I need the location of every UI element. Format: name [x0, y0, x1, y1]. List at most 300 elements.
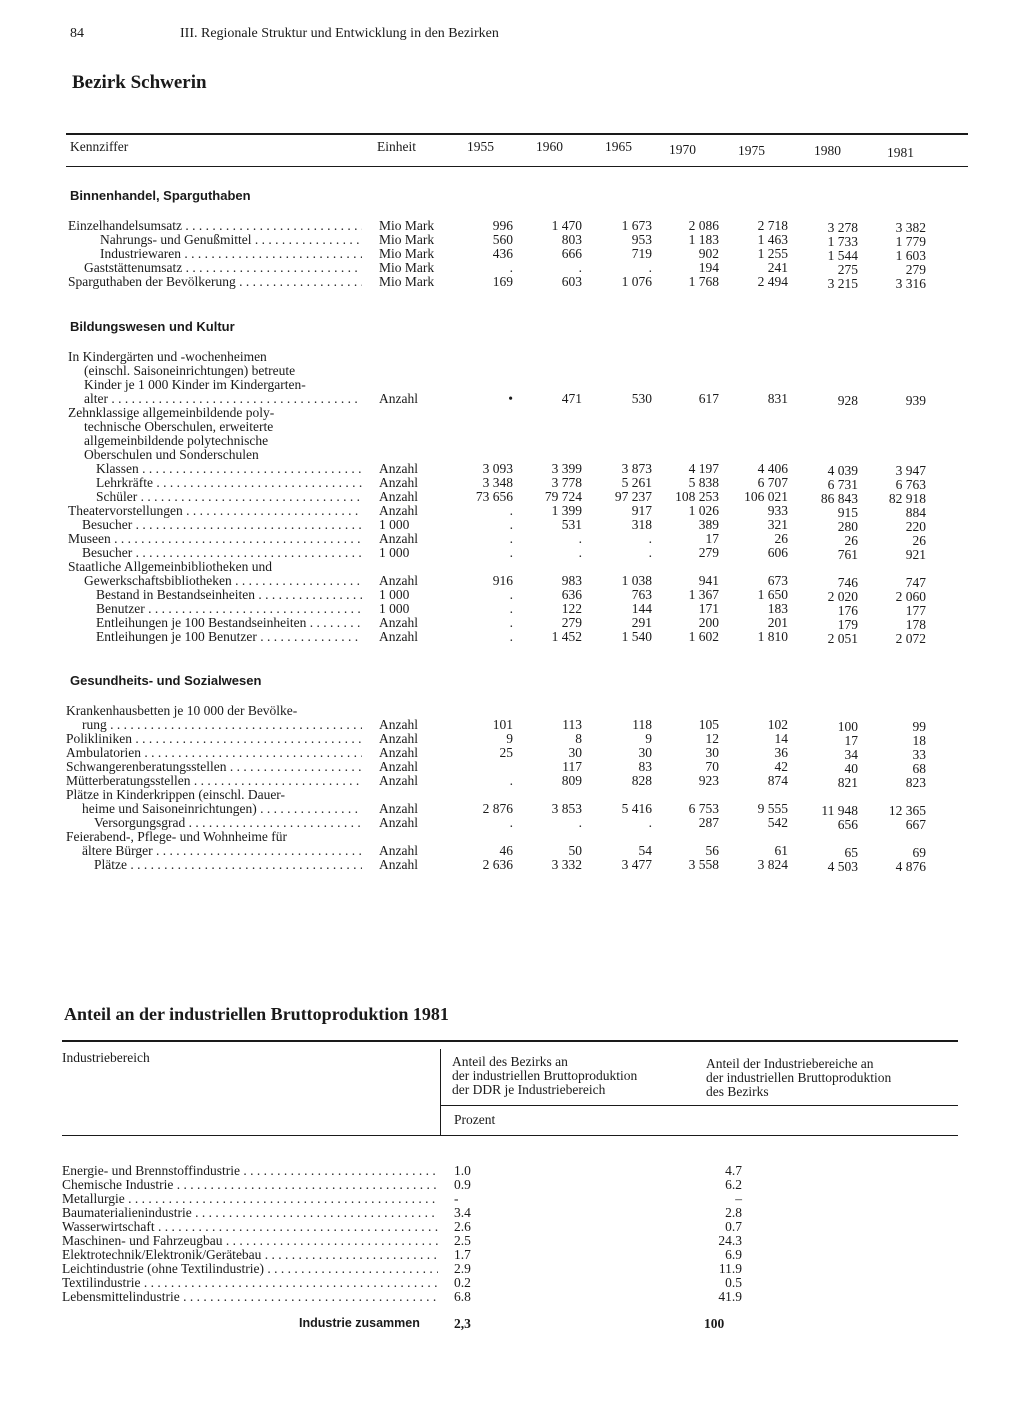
row-unit: Anzahl	[379, 461, 418, 476]
table-cell: 809	[561, 773, 582, 788]
table-cell: 2 051	[827, 631, 858, 646]
header-col1-line: der industriellen Bruttoproduktion	[452, 1068, 638, 1083]
table-cell: 65	[844, 845, 858, 860]
row-label: Museen . . .	[68, 531, 362, 547]
row-label: Energie- und Brennstoffindustrie . . .	[62, 1163, 438, 1179]
table-cell: .	[578, 545, 582, 560]
page-title: Bezirk Schwerin	[72, 72, 207, 93]
table-cell: 17	[844, 733, 858, 748]
table-cell: 241	[767, 260, 788, 275]
table-cell: 917	[631, 503, 652, 518]
table-cell: 530	[631, 391, 652, 406]
table-cell: 12	[705, 731, 719, 746]
row-unit: Anzahl	[379, 489, 418, 504]
share-of-district: 24.3	[718, 1233, 742, 1248]
header-col1-line: Anteil des Bezirks an	[452, 1054, 568, 1069]
row-unit: 1 000	[379, 517, 410, 532]
share-of-district: 0.7	[725, 1219, 742, 1234]
table-cell: 531	[561, 517, 582, 532]
row-unit: 1 000	[379, 587, 410, 602]
table-cell: 30	[638, 745, 652, 760]
table-cell: 2 020	[827, 589, 858, 604]
table-cell: 1 673	[621, 218, 652, 233]
table-cell: 1 026	[688, 503, 719, 518]
row-unit: Anzahl	[379, 629, 418, 644]
table-cell: 763	[631, 587, 652, 602]
header-year: 1955	[467, 139, 494, 154]
table-cell: 617	[698, 391, 719, 406]
table-cell: 902	[698, 246, 719, 261]
table-cell: 68	[912, 761, 926, 776]
table-cell: 30	[705, 745, 719, 760]
table-cell: 831	[767, 391, 788, 406]
table-cell: 983	[561, 573, 582, 588]
row-label: Metallurgie . . .	[62, 1191, 438, 1207]
table-cell: .	[648, 260, 652, 275]
table-cell: 12 365	[888, 803, 926, 818]
row-label: Bestand in Bestandseinheiten . . .	[96, 587, 362, 603]
section-title: Binnenhandel, Sparguthaben	[70, 188, 251, 203]
table2-top-rule	[62, 1040, 958, 1042]
table-cell: 1 367	[688, 587, 719, 602]
share-of-district: –	[735, 1191, 742, 1206]
row-label: Versorgungsgrad . . .	[94, 815, 362, 831]
table-cell: 122	[561, 601, 582, 616]
table-cell: 118	[632, 717, 652, 732]
table-cell: 171	[698, 601, 719, 616]
row-label-line: rung . . .	[82, 717, 362, 733]
table-cell: 17	[705, 531, 719, 546]
row-label-line: Gewerkschaftsbibliotheken . . .	[84, 573, 362, 589]
table-cell: 884	[905, 505, 926, 520]
table-cell: 11 948	[821, 803, 858, 818]
row-label-line: Kinder je 1 000 Kinder im Kindergarten-	[84, 377, 306, 392]
table-cell: 746	[837, 575, 858, 590]
table-cell: 3 399	[551, 461, 582, 476]
row-label: Entleihungen je 100 Benutzer . . .	[96, 629, 362, 645]
row-unit: Anzahl	[379, 731, 418, 746]
row-label-line: heime und Saisoneinrichtungen) . . .	[82, 801, 362, 817]
row-label-line: Staatliche Allgemeinbibliotheken und	[68, 559, 272, 574]
table-cell: 86 843	[820, 491, 858, 506]
table-cell: 82 918	[888, 491, 926, 506]
table-cell: 3 215	[827, 276, 858, 291]
table-cell: 3 824	[757, 857, 788, 872]
page-header	[70, 26, 499, 42]
table-cell: .	[509, 615, 513, 630]
share-of-district: 0.5	[725, 1275, 742, 1290]
table-cell: 1 399	[551, 503, 582, 518]
table2-column-rule	[440, 1049, 441, 1135]
table-cell: 5 838	[688, 475, 719, 490]
table-cell: 33	[912, 747, 926, 762]
table-cell: .	[509, 260, 513, 275]
table-cell: 102	[767, 717, 788, 732]
table1-header	[66, 139, 966, 159]
table-cell: 656	[837, 817, 858, 832]
table-cell: 179	[837, 617, 858, 632]
row-label-line: In Kindergärten und -wochenheimen	[68, 349, 267, 364]
header-kennziffer: Kennziffer	[70, 139, 129, 154]
table-cell: 933	[767, 503, 788, 518]
header-year: 1965	[605, 139, 632, 154]
table-cell: 220	[905, 519, 926, 534]
row-label: Schwangerenberatungsstellen . . .	[66, 759, 362, 775]
row-label: Polikliniken . . .	[66, 731, 362, 747]
table-cell: 36	[774, 745, 788, 760]
table-cell: 4 197	[688, 461, 719, 476]
table-cell: 73 656	[475, 489, 513, 504]
row-label-line: Zehnklassige allgemeinbildende poly-	[68, 405, 275, 420]
table-cell: 3 477	[621, 857, 652, 872]
share-of-district: 41.9	[718, 1289, 742, 1304]
table-cell: 275	[837, 262, 858, 277]
row-label-line: ältere Bürger . . .	[82, 843, 362, 859]
table-cell: 2 060	[895, 589, 926, 604]
table-cell: 144	[631, 601, 652, 616]
row-label: Besucher . . .	[82, 517, 362, 533]
table-cell: 3 778	[551, 475, 582, 490]
table-cell: 667	[905, 817, 926, 832]
header-col2-line: der industriellen Bruttoproduktion	[706, 1070, 892, 1085]
table-cell: 3 873	[621, 461, 652, 476]
header-col2-line: Anteil der Industriebereiche an	[706, 1056, 874, 1071]
table-cell: 1 540	[621, 629, 652, 644]
share-of-district: 4.7	[725, 1163, 742, 1178]
table-cell: 280	[837, 519, 858, 534]
table-cell: 389	[698, 517, 719, 532]
table-cell: 803	[561, 232, 582, 247]
table-cell: 921	[905, 547, 926, 562]
table-cell: 318	[631, 517, 652, 532]
table-cell: .	[509, 545, 513, 560]
table-cell: 30	[568, 745, 582, 760]
table-cell: 915	[837, 505, 858, 520]
table-cell: 1 602	[688, 629, 719, 644]
table-cell: 2 494	[757, 274, 788, 289]
table-cell: 6 753	[688, 801, 719, 816]
row-label-line: alter . . .	[84, 391, 362, 407]
table-cell: 941	[698, 573, 719, 588]
row-unit: Anzahl	[379, 503, 418, 518]
table-cell: 42	[774, 759, 788, 774]
share-of-district: 6.2	[725, 1177, 742, 1192]
row-unit: Anzahl	[379, 717, 418, 732]
table-cell: 747	[905, 575, 926, 590]
table-cell: 105	[698, 717, 719, 732]
row-label: Chemische Industrie . . .	[62, 1177, 438, 1193]
row-label: Entleihungen je 100 Bestandseinheiten . . .	[96, 615, 362, 631]
row-label: Nahrungs- und Genußmittel . . .	[100, 232, 362, 248]
table-cell: 4 039	[827, 463, 858, 478]
table-cell: .	[578, 260, 582, 275]
header-einheit: Einheit	[377, 139, 416, 154]
table-cell: 916	[492, 573, 513, 588]
table-cell: 50	[568, 843, 582, 858]
header-year: 1960	[536, 139, 563, 154]
table1-header-rule	[66, 166, 968, 167]
total-share-of-gdr: 2,3	[454, 1316, 471, 1331]
table-cell: 3 382	[895, 220, 926, 235]
row-label: Klassen . . .	[96, 461, 362, 477]
row-unit: Anzahl	[379, 573, 418, 588]
table2-header-rule	[62, 1135, 958, 1136]
table-cell: 56	[705, 843, 719, 858]
row-label: Elektrotechnik/Elektronik/Gerätebau . . .	[62, 1247, 438, 1263]
row-unit: Mio Mark	[379, 274, 435, 289]
table-cell: 3 558	[688, 857, 719, 872]
table-cell: 26	[912, 533, 926, 548]
table-cell: 2 876	[482, 801, 513, 816]
row-label-line: (einschl. Saisoneinrichtungen) betreute	[84, 363, 296, 378]
table-cell: 100	[837, 719, 858, 734]
table-cell: 1 779	[895, 234, 926, 249]
table-cell: 117	[562, 759, 582, 774]
table-cell: 9	[645, 731, 652, 746]
table-cell: 939	[905, 393, 926, 408]
table-cell: 666	[561, 246, 582, 261]
table-cell: 1 650	[757, 587, 788, 602]
table-cell: 9 555	[757, 801, 788, 816]
table2-title: Anteil an der industriellen Bruttoproduktion 1981	[64, 1004, 449, 1024]
table-cell: .	[509, 587, 513, 602]
row-unit: Anzahl	[379, 745, 418, 760]
table-cell: 26	[844, 533, 858, 548]
header-industriebereich: Industriebereich	[62, 1050, 150, 1065]
table-cell: 471	[561, 391, 582, 406]
share-of-gdr: 3.4	[454, 1205, 471, 1220]
table-cell: 2 086	[688, 218, 719, 233]
table-cell: 9	[506, 731, 513, 746]
table-cell: 3 332	[551, 857, 582, 872]
row-label: Schüler . . .	[96, 489, 362, 505]
table-cell: .	[578, 531, 582, 546]
table-cell: 719	[631, 246, 652, 261]
row-label: Sparguthaben der Bevölkerung . . .	[68, 274, 362, 290]
table-cell: 1 255	[757, 246, 788, 261]
table-cell: 79 724	[544, 489, 582, 504]
table-cell: 2 072	[895, 631, 926, 646]
row-unit: Anzahl	[379, 615, 418, 630]
row-unit: Anzahl	[379, 801, 418, 816]
table-cell: 1 733	[827, 234, 858, 249]
row-unit: Anzahl	[379, 843, 418, 858]
row-label: Mütterberatungsstellen . . .	[66, 773, 362, 789]
table-cell: 1 038	[621, 573, 652, 588]
table-cell: 4 503	[827, 859, 858, 874]
share-of-district: 6.9	[725, 1247, 742, 1262]
table-cell: 3 093	[482, 461, 513, 476]
row-label: Ambulatorien . . .	[66, 745, 362, 761]
table-cell: 673	[767, 573, 788, 588]
table-cell: 279	[905, 262, 926, 277]
share-of-district: 2.8	[725, 1205, 742, 1220]
table-cell: .	[648, 545, 652, 560]
table-cell: 1 076	[621, 274, 652, 289]
share-of-gdr: 1.7	[454, 1247, 471, 1262]
table-cell: 108 253	[675, 489, 719, 504]
table-cell: 201	[767, 615, 788, 630]
row-label: Plätze . . .	[94, 857, 362, 873]
table-cell: 54	[638, 843, 652, 858]
header-year: 1970	[669, 142, 696, 157]
table-cell: 6 731	[827, 477, 858, 492]
share-of-gdr: 6.8	[454, 1289, 471, 1304]
table-cell: .	[509, 503, 513, 518]
table-cell: 6 707	[757, 475, 788, 490]
row-label: Theatervorstellungen . . .	[68, 503, 362, 519]
table-cell: .	[509, 601, 513, 616]
row-label: Wasserwirtschaft . . .	[62, 1219, 438, 1235]
row-label-line: Krankenhausbetten je 10 000 der Bevölke-	[66, 703, 298, 718]
row-label-line: Feierabend-, Pflege- und Wohnheime für	[66, 829, 287, 844]
table-cell: 106 021	[744, 489, 788, 504]
table-cell: 287	[698, 815, 719, 830]
row-label: Einzelhandelsumsatz . . .	[68, 218, 362, 234]
table-cell: 3 348	[482, 475, 513, 490]
page-number: 84	[70, 26, 84, 41]
table-cell: 2 636	[482, 857, 513, 872]
table-cell: 606	[767, 545, 788, 560]
table-cell: 194	[698, 260, 719, 275]
row-unit: Anzahl	[379, 759, 418, 774]
table-cell: 636	[561, 587, 582, 602]
table-cell: 14	[774, 731, 788, 746]
row-label: Besucher . . .	[82, 545, 362, 561]
table-cell: .	[509, 815, 513, 830]
table-cell: 3 853	[551, 801, 582, 816]
table-cell: 200	[698, 615, 719, 630]
table-cell: 101	[492, 717, 513, 732]
row-label-line: allgemeinbildende polytechnische	[84, 433, 269, 448]
table-cell: 70	[705, 759, 719, 774]
row-unit: Anzahl	[379, 815, 418, 830]
row-unit: Anzahl	[379, 857, 418, 872]
row-label: Lehrkräfte . . .	[96, 475, 362, 491]
table-cell: 1 463	[757, 232, 788, 247]
table-cell: 928	[837, 393, 858, 408]
header-year: 1981	[887, 145, 914, 160]
row-label: Lebensmittelindustrie . . .	[62, 1289, 438, 1305]
table-cell: 99	[912, 719, 926, 734]
table-cell: 874	[767, 773, 788, 788]
table-cell: 5 416	[621, 801, 652, 816]
table-cell: .	[648, 531, 652, 546]
table-cell: 34	[844, 747, 858, 762]
table-cell: 176	[837, 603, 858, 618]
table-cell: 169	[492, 274, 513, 289]
row-label-line: technische Oberschulen, erweiterte	[84, 419, 274, 434]
row-unit: Anzahl	[379, 475, 418, 490]
table-cell: 83	[638, 759, 652, 774]
table-cell: 40	[844, 761, 858, 776]
table-cell: .	[509, 629, 513, 644]
table-cell: 1 810	[757, 629, 788, 644]
row-label: Industriewaren . . .	[100, 246, 362, 262]
table-cell: 25	[499, 745, 513, 760]
row-unit: Mio Mark	[379, 218, 435, 233]
table-cell: .	[509, 517, 513, 532]
table1-top-rule	[66, 133, 968, 135]
row-unit: Mio Mark	[379, 246, 435, 261]
row-label: Baumaterialienindustrie . . .	[62, 1205, 438, 1221]
table-cell: 321	[767, 517, 788, 532]
table-cell: 1 183	[688, 232, 719, 247]
row-label: Maschinen- und Fahrzeugbau . . .	[62, 1233, 438, 1249]
share-of-gdr: 0.9	[454, 1177, 471, 1192]
table-cell: 18	[912, 733, 926, 748]
table-cell: 69	[912, 845, 926, 860]
share-of-gdr: 0.2	[454, 1275, 471, 1290]
section-title: Bildungswesen und Kultur	[70, 319, 235, 334]
table-cell: 178	[905, 617, 926, 632]
table-cell: 5 261	[621, 475, 652, 490]
row-unit: Anzahl	[379, 773, 418, 788]
total-label: Industrie zusammen	[299, 1316, 420, 1330]
row-label: Leichtindustrie (ohne Textilindustrie) . . .	[62, 1261, 438, 1277]
table-cell: 8	[575, 731, 582, 746]
table-cell: 4 406	[757, 461, 788, 476]
share-of-gdr: 1.0	[454, 1163, 471, 1178]
share-of-gdr: -	[454, 1191, 459, 1206]
table-cell: 603	[561, 274, 582, 289]
table-cell: 1 470	[551, 218, 582, 233]
table-cell: .	[648, 815, 652, 830]
row-unit: Mio Mark	[379, 232, 435, 247]
header-year: 1975	[738, 143, 765, 158]
table-cell: 828	[631, 773, 652, 788]
table-cell: 183	[767, 601, 788, 616]
share-of-district: 11.9	[718, 1261, 742, 1276]
table-cell: 279	[561, 615, 582, 630]
row-unit: Anzahl	[379, 531, 418, 546]
total-share-of-district: 100	[704, 1316, 725, 1331]
share-of-gdr: 2.5	[454, 1233, 471, 1248]
table-cell: 1 544	[827, 248, 858, 263]
header-prozent: Prozent	[454, 1112, 496, 1127]
row-unit: 1 000	[379, 601, 410, 616]
table-cell: 61	[774, 843, 788, 858]
row-label: Gaststättenumsatz . . .	[84, 260, 362, 276]
table-cell: 996	[492, 218, 513, 233]
share-of-gdr: 2.9	[454, 1261, 471, 1276]
row-unit: Anzahl	[379, 391, 418, 406]
table-cell: 542	[767, 815, 788, 830]
table-cell: .	[578, 815, 582, 830]
table-cell: 177	[905, 603, 926, 618]
table-cell: 1 603	[895, 248, 926, 263]
table-cell: 97 237	[614, 489, 652, 504]
table-cell: 3 278	[827, 220, 858, 235]
table-cell: 761	[837, 547, 858, 562]
table-cell: 2 718	[757, 218, 788, 233]
table-cell: 1 768	[688, 274, 719, 289]
table-cell: 3 316	[895, 276, 926, 291]
row-unit: Mio Mark	[379, 260, 435, 275]
table-cell: 821	[837, 775, 858, 790]
share-of-gdr: 2.6	[454, 1219, 471, 1234]
table-cell: 46	[499, 843, 513, 858]
table-cell: 436	[492, 246, 513, 261]
table-cell: 3 947	[895, 463, 926, 478]
row-unit: 1 000	[379, 545, 410, 560]
table-cell: .	[509, 531, 513, 546]
table-cell: 6 763	[895, 477, 926, 492]
table-cell: .	[509, 773, 513, 788]
table-cell: 823	[905, 775, 926, 790]
table2-subheader-rule	[440, 1105, 958, 1106]
row-label: Textilindustrie . . .	[62, 1275, 438, 1291]
